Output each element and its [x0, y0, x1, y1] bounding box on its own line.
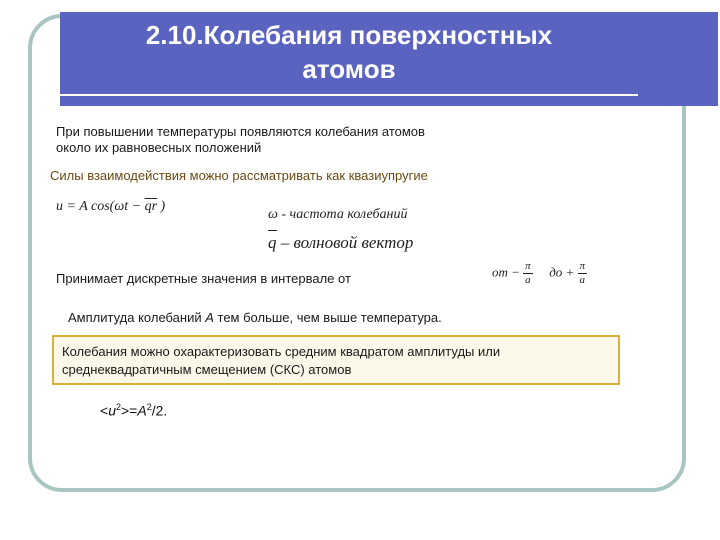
wave-vector-text: – волновой вектор [276, 233, 414, 252]
paragraph-temperature [56, 124, 556, 156]
paragraph-discrete: Принимает дискретные значения в интервале от [56, 271, 351, 286]
formula-t: t − [124, 199, 145, 214]
displacement-formula [56, 199, 165, 215]
omega-definition [268, 207, 407, 223]
mean-u-symbol: u [108, 402, 116, 419]
formula-end: ) [157, 199, 166, 214]
paragraph-temperature-line-1: При повышении температуры появляются колебания атомов [56, 124, 425, 139]
mean-A-exponent: 2 [146, 402, 152, 412]
formula-r-vector: $\overline{r}$ [151, 199, 158, 214]
title-line-1: 2.10.Колебания поверхностных [145, 20, 553, 50]
fraction-pi-over-a-right [578, 260, 588, 287]
fraction-numerator: π [525, 260, 531, 272]
title-underline [60, 94, 638, 96]
wave-vector-definition [268, 233, 413, 253]
mean-square-formula [100, 402, 167, 419]
amplitude-text-post: тем больше, чем выше температура. [213, 310, 442, 325]
interval-to-label: до + [549, 264, 575, 280]
slide-title [60, 18, 638, 86]
fraction-denominator: a [525, 274, 531, 286]
highlight-box-line-1: Колебания можно охарактеризовать средним квадратом амплитуды или [62, 344, 501, 359]
formula-q-vector: $\overline{q}$ [144, 199, 152, 214]
mean-A-symbol: A [137, 402, 147, 419]
interval-formula [492, 260, 587, 287]
amplitude-symbol: A [205, 310, 214, 325]
mean-open-bracket: < [100, 402, 109, 419]
formula-omega: ω [114, 199, 125, 214]
mean-end: /2. [151, 402, 168, 419]
interval-from-label: от − [492, 264, 520, 280]
mean-equals: >= [121, 402, 138, 419]
fraction-denominator: a [579, 274, 586, 286]
omega-text: - частота колебаний [277, 207, 408, 222]
fraction-numerator: π [579, 260, 586, 272]
omega-symbol: ω [268, 207, 278, 222]
amplitude-text-pre: Амплитуда колебаний [68, 310, 206, 325]
highlight-box-text [62, 343, 612, 379]
title-line-2: атомов [302, 54, 396, 84]
paragraph-amplitude [68, 310, 442, 326]
highlight-box-line-2: среднеквадратичным смещением (СКС) атомов [62, 362, 352, 377]
mean-u-exponent: 2 [115, 402, 121, 412]
fraction-pi-over-a-left [523, 260, 533, 287]
paragraph-forces: Силы взаимодействия можно рассматривать как квазиупругие [50, 168, 428, 183]
formula-lhs: u = A cos( [56, 199, 115, 214]
q-vector-symbol: q [268, 233, 277, 252]
paragraph-temperature-line-2: около их равновесных положений [56, 140, 262, 155]
